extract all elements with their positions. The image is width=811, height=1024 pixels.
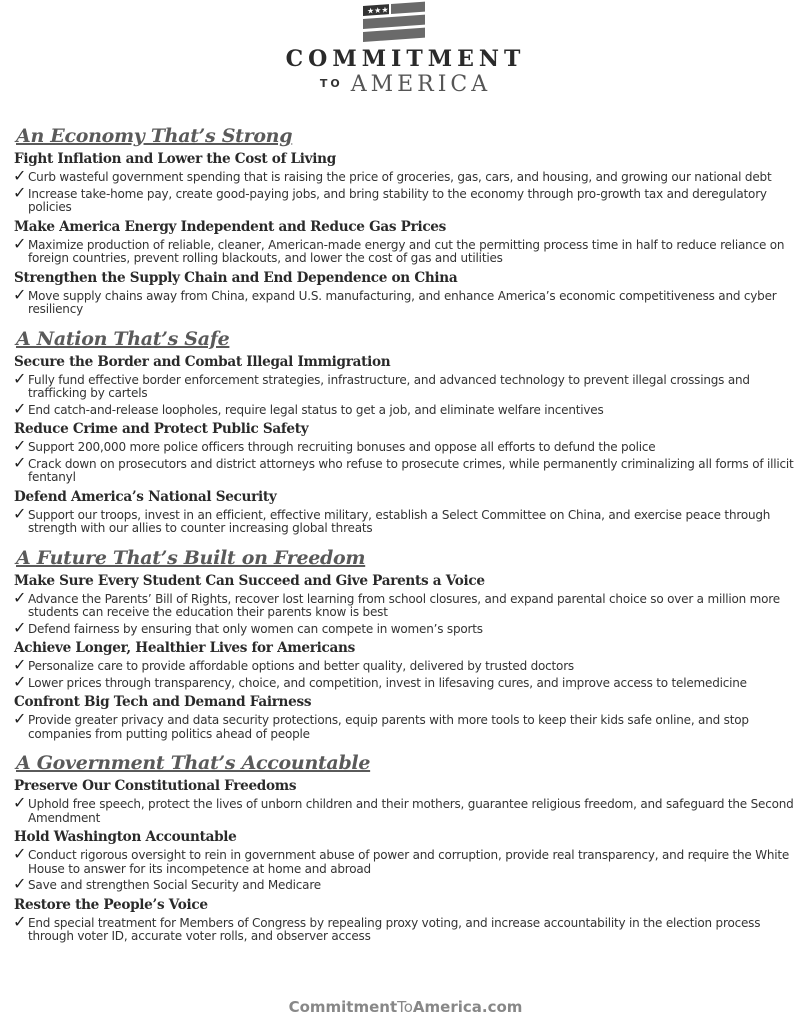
- bullet-text: Uphold free speech, protect the lives of unborn children and their mothers, guarantee religious freedom, and safeguard the Second Amendment: [28, 797, 794, 825]
- bullet-text: Advance the Parents’ Bill of Rights, recover lost learning from school closures, and expand parental choice so over a million more students can receive the education their parents know is best: [28, 591, 780, 619]
- group-title: Reduce Crime and Protect Public Safety: [14, 421, 309, 437]
- section: [14, 124, 794, 317]
- section: [14, 327, 794, 536]
- checkmark-icon: ✓: [13, 844, 27, 863]
- flag-icon: [363, 0, 425, 43]
- logo-commitment: COMMITMENT: [285, 46, 526, 72]
- list-item: [13, 503, 794, 536]
- checkmark-icon: ✓: [13, 617, 27, 637]
- list-item: [13, 911, 794, 944]
- list-item: [13, 793, 794, 825]
- bullet-text: Personalize care to provide affordable options and better quality, delivered by trusted doctors: [28, 659, 574, 673]
- checkmark-icon: ✓: [13, 436, 27, 455]
- bullet-text: End catch-and-release loopholes, require legal status to get a job, and eliminate welfare incentives: [28, 402, 604, 417]
- logo-to-america: [0, 72, 811, 97]
- bullet-text: Defend fairness by ensuring that only women can compete in women’s sports: [28, 621, 483, 636]
- group-title: Restore the People’s Voice: [14, 896, 208, 913]
- section-title: A Nation That’s Safe: [16, 327, 230, 350]
- checkmark-icon: ✓: [13, 874, 27, 893]
- checkmark-icon: ✓: [13, 233, 27, 253]
- bullet-text: Support 200,000 more police officers through recruiting bonuses and oppose all efforts to defund the police: [28, 440, 656, 454]
- list-item: [13, 655, 794, 674]
- checkmark-icon: ✓: [13, 587, 27, 607]
- list-item: [13, 182, 794, 215]
- checkmark-icon: ✓: [13, 452, 27, 472]
- list-item: [13, 233, 794, 266]
- list-item: [13, 284, 794, 317]
- checkmark-icon: ✓: [13, 655, 27, 674]
- checkmark-icon: ✓: [13, 398, 27, 418]
- checkmark-icon: ✓: [13, 503, 27, 523]
- checkmark-icon: ✓: [13, 182, 27, 202]
- logo-america: AMERICA: [350, 72, 492, 97]
- section-title: An Economy That’s Strong: [16, 125, 293, 147]
- bullet-text: Crack down on prosecutors and district attorneys who refuse to prosecute crimes, while permanently criminalizing all forms of illicit fentanyl: [28, 456, 794, 484]
- checkmark-icon: ✓: [13, 284, 27, 304]
- list-item: [13, 671, 794, 691]
- bullet-text: Move supply chains away from China, expand U.S. manufacturing, and enhance America’s economic competitiveness and cyber resiliency: [28, 288, 777, 316]
- group-title: Hold Washington Accountable: [14, 829, 237, 845]
- list-item: [13, 166, 794, 185]
- list-item: [13, 398, 794, 418]
- footer-part1: Commitment: [288, 998, 398, 1016]
- logo-to: TO: [319, 77, 343, 90]
- section-title: A Future That’s Built on Freedom: [16, 546, 366, 569]
- footer-part2: To: [397, 998, 413, 1016]
- checkmark-icon: ✓: [13, 166, 27, 185]
- group-title: Achieve Longer, Healthier Lives for Americans: [14, 640, 355, 656]
- group-title: Make Sure Every Student Can Succeed and Give Parents a Voice: [14, 572, 485, 589]
- list-item: [13, 452, 794, 485]
- list-item: [13, 436, 794, 455]
- list-item: [13, 844, 794, 876]
- list-item: [13, 709, 794, 741]
- bullet-text: Curb wasteful government spending that is raising the price of groceries, gas, cars, and housing, and growing our national debt: [28, 170, 772, 184]
- bullet-text: Lower prices through transparency, choice, and competition, invest in lifesaving cures, and improve access to telemedicine: [28, 675, 747, 690]
- list-item: [13, 874, 794, 893]
- footer-url[interactable]: [0, 998, 811, 1016]
- list-item: [13, 617, 794, 637]
- checkmark-icon: ✓: [13, 709, 27, 728]
- bullet-text: End special treatment for Members of Congress by repealing proxy voting, and increase accountability in the election process through voter ID, accurate voter rolls, and observer access: [28, 915, 761, 943]
- checkmark-icon: ✓: [13, 671, 27, 691]
- group-title: Defend America’s National Security: [14, 488, 277, 505]
- bullet-text: Provide greater privacy and data security protections, equip parents with more tools to keep their kids safe online, and stop companies from putting politics ahead of people: [28, 713, 749, 741]
- section: [14, 751, 794, 944]
- checkmark-icon: ✓: [13, 793, 27, 812]
- list-item: [13, 587, 794, 620]
- bullet-text: Maximize production of reliable, cleaner, American-made energy and cut the permitting process time in half to reduce reliance on foreign countries, prevent rolling blackouts, and lower the cost of gas and utilities: [28, 237, 785, 265]
- group-title: Preserve Our Constitutional Freedoms: [14, 778, 297, 794]
- bullet-text: Increase take-home pay, create good-paying jobs, and bring stability to the economy through pro-growth tax and deregulatory policies: [28, 186, 767, 214]
- checkmark-icon: ✓: [13, 368, 27, 388]
- commitments-list: [14, 124, 794, 954]
- group-title: Secure the Border and Combat Illegal Immigration: [14, 353, 391, 370]
- bullet-text: Support our troops, invest in an efficient, effective military, establish a Select Committee on China, and exercise peace through strength with our allies to counter increasing global threats: [28, 507, 771, 535]
- bullet-text: Save and strengthen Social Security and Medicare: [28, 878, 321, 892]
- svg-text:★★★: ★★★: [367, 5, 389, 16]
- footer-part3: America.com: [412, 998, 523, 1016]
- group-title: Make America Energy Independent and Reduce Gas Prices: [14, 218, 447, 235]
- group-title: Fight Inflation and Lower the Cost of Living: [14, 151, 336, 167]
- bullet-text: Conduct rigorous oversight to rein in government abuse of power and corruption, provide real transparency, and require the White House to answer for its incompetence at home and abroad: [28, 848, 790, 876]
- checkmark-icon: ✓: [13, 911, 27, 931]
- bullet-text: Fully fund effective border enforcement strategies, infrastructure, and advanced technology to prevent illegal crossings and trafficking by cartels: [28, 372, 750, 400]
- section: [14, 546, 794, 742]
- list-item: [13, 368, 794, 401]
- group-title: Confront Big Tech and Demand Fairness: [14, 694, 312, 710]
- group-title: Strengthen the Supply Chain and End Dependence on China: [14, 269, 458, 286]
- section-title: A Government That’s Accountable: [16, 752, 371, 774]
